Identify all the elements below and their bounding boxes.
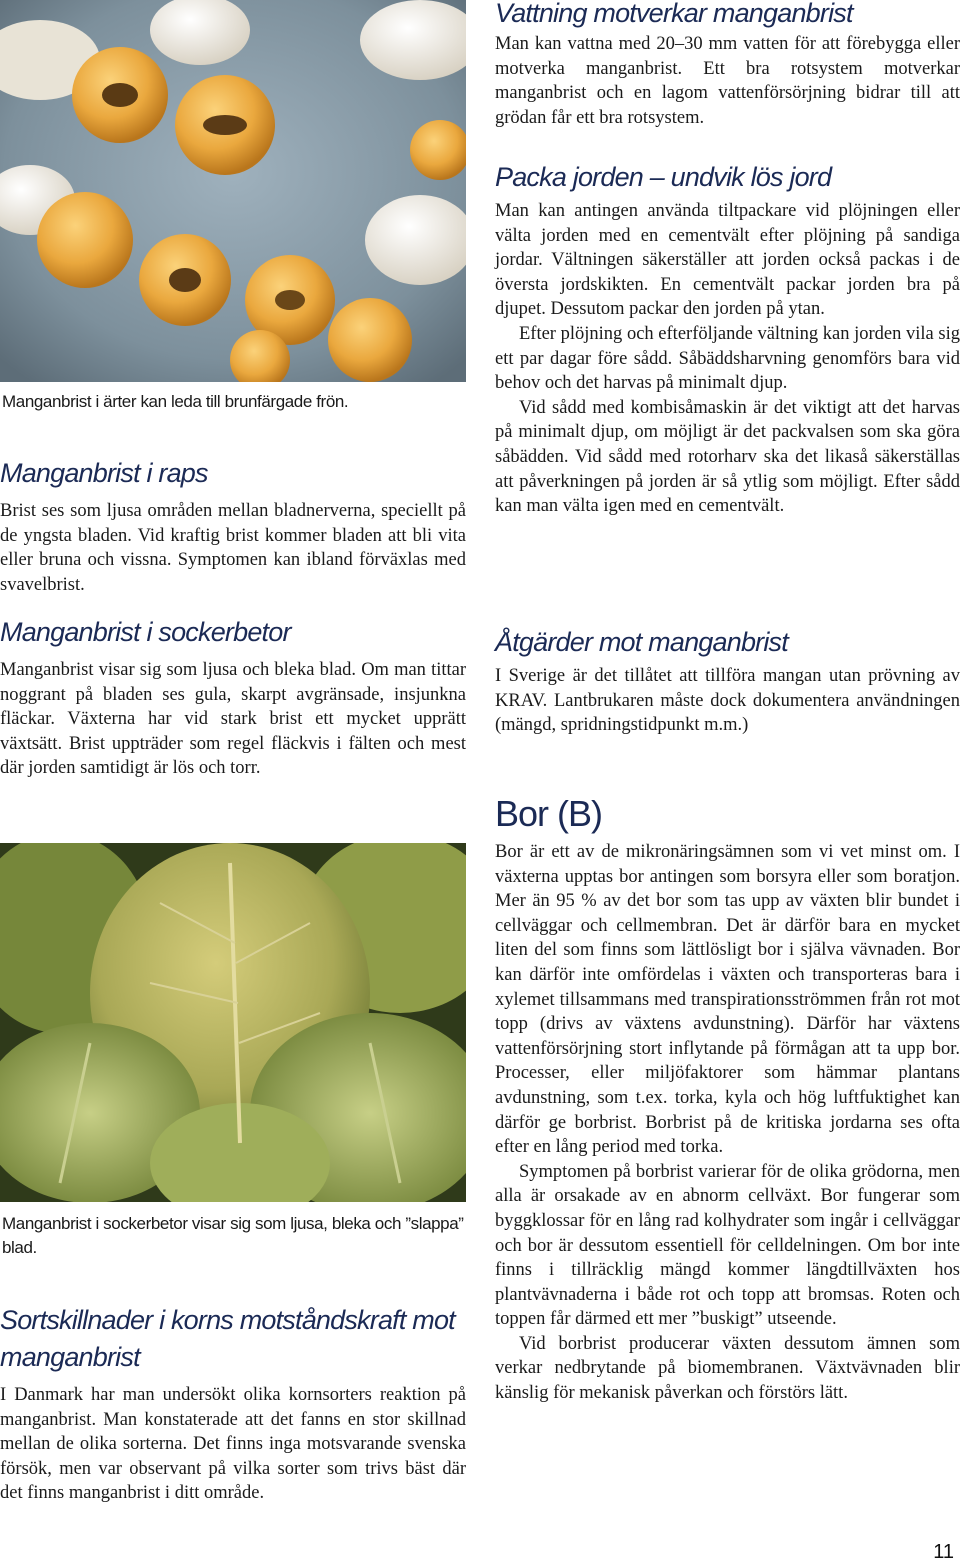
body-vattning: Man kan vattna med 20–30 mm vatten för att förebygga eller motverka manganbrist. Ett bra rotsystem motverkar manganbrist och en lagom vattenförsörjning bidrar till att grödan får ett bra rotsystem. [495,34,960,128]
section-sortskillnader [0,1302,466,1506]
pea-seeds-photo [0,0,466,382]
page-number: 11 [933,1541,954,1563]
sugar-beet-photo [0,843,466,1202]
heading-sockerbetor: Manganbrist i sockerbetor [0,617,291,647]
body-atgarder: I Sverige är det tillåtet att tillföra mangan utan prövning av KRAV. Lantbrukaren måste dock dokumentera användningen (mängd, spridningstidpunkt m.m.) [495,666,960,736]
heading-packa-jorden: Packa jorden – undvik lös jord [495,162,832,192]
section-atgarder [495,624,960,738]
body-bor-p1: Bor är ett av de mikronäringsämnen som vi vet minst om. I växterna upptas bor antingen som borsyra eller som boratjon. Mer än 95 % av det bor som tas upp av växten blir bundet i cellväggar och cellmembran. Det är därför bara en mycket liten del som finns som lättlösligt bor i själva vävnaden. Bor kan därför inte omfördelas i växten och transporteras bara i xylemet tillsammans med transpirationsströmmen från rot mot topp (drivs av växtens avdunstning). Därför har växtens vattenförsörjning stort inflytande på förmågan att ta upp bor. Processer, eller miljöfaktorer som hämmar plantans avdunstning, som t.ex. torka, kyla och hög luftfuktighet kan därför ge borbrist. Borbrist på de kritiska jordarna ses ofta efter en lång period med torka. [495,842,960,1158]
body-sortskillnader: I Danmark har man undersökt olika kornsorters reaktion på manganbrist. Man konstaterade att det fanns en stor skillnad mellan de olika sorterna. Det finns inga motsvarande svenska försök, men var observant på vilka sorter som trivs bäst där det finns manganbrist i ditt område. [0,1385,466,1504]
heading-sortskillnader: Sortskillnader i korns motståndskraft mot manganbrist [0,1305,455,1372]
section-vattning [495,0,960,130]
pea-seeds-caption: Manganbrist i ärter kan leda till brunfärgade frön. [2,392,349,411]
heading-atgarder: Åtgärder mot manganbrist [495,627,788,657]
section-sockerbetor [0,614,466,781]
sugar-beet-caption: Manganbrist i sockerbetor visar sig som ljusa, bleka och ”slappa” blad. [2,1214,464,1257]
body-bor-p2: Symptomen på borbrist varierar för de olika grödorna, men alla är orsakade av en abnorm cellväxt. Bor fungerar som byggklossar för en lång rad kolhydrater som ingår i cellväggar och bor är dessutom essentiell för celldelningen. Om bor inte finns i tillräcklig mängd kommer längdtillväxten hos plantvävnaderna i både rot och topp att bromsas. Roten och toppen får därmed ett mer ”buskigt” utseende. [495,1161,960,1330]
heading-raps: Manganbrist i raps [0,458,208,488]
section-bor [495,794,960,1406]
body-packa-p3: Vid sådd med kombisåmaskin är det viktigt att det harvas på minimalt djup, om möjligt är det packvalsen som ska göra såbädden. Vid sådd med rotorharv ska det likaså säkerställas att påverkningen på jorden är så ytlig som möjligt. Efter sådd kan man välta igen med en cementvält. [495,397,960,517]
heading-bor: Bor (B) [495,793,603,834]
body-sockerbetor: Manganbrist visar sig som ljusa och bleka blad. Om man tittar noggrant på bladen ses gula, skarpt avgränsade, insjunkna fläckar. Växterna har vid stark brist ett mycket upprätt växtsätt. Brist uppträder som regel fläckvis i fälten och mest där jorden samtidigt är lös och torr. [0,660,466,779]
section-raps [0,455,466,597]
body-bor-p3: Vid borbrist producerar växten dessutom ämnen som verkar nedbrytande på biomembranen. Växtvävnaden blir känslig för mekanisk påverkan och förstörs lätt. [495,1333,960,1404]
body-packa-p2: Efter plöjning och efterföljande vältning kan jorden vila sig ett par dagar före sådd. Såbäddsharvning genomförs bara vid behov och det harvas på minimalt djup. [495,323,960,394]
heading-vattning: Vattning motverkar manganbrist [495,0,853,28]
body-raps: Brist ses som ljusa områden mellan bladnerverna, speciellt på de yngsta bladen. Vid kraftig brist kommer bladen att bli vita eller bruna och vissna. Symptomen kan ibland förväxlas med svavelbrist. [0,501,466,595]
section-packa-jorden [495,159,960,519]
body-packa-p1: Man kan antingen använda tiltpackare vid plöjningen eller välta jorden med en cementvält efter plöjning på sandiga jordar. Vältningen säkerställer att jorden också packas i de översta jordskikten. En cementvält packar jorden bra på djupet. Dessutom packar den jorden på ytan. [495,201,960,320]
